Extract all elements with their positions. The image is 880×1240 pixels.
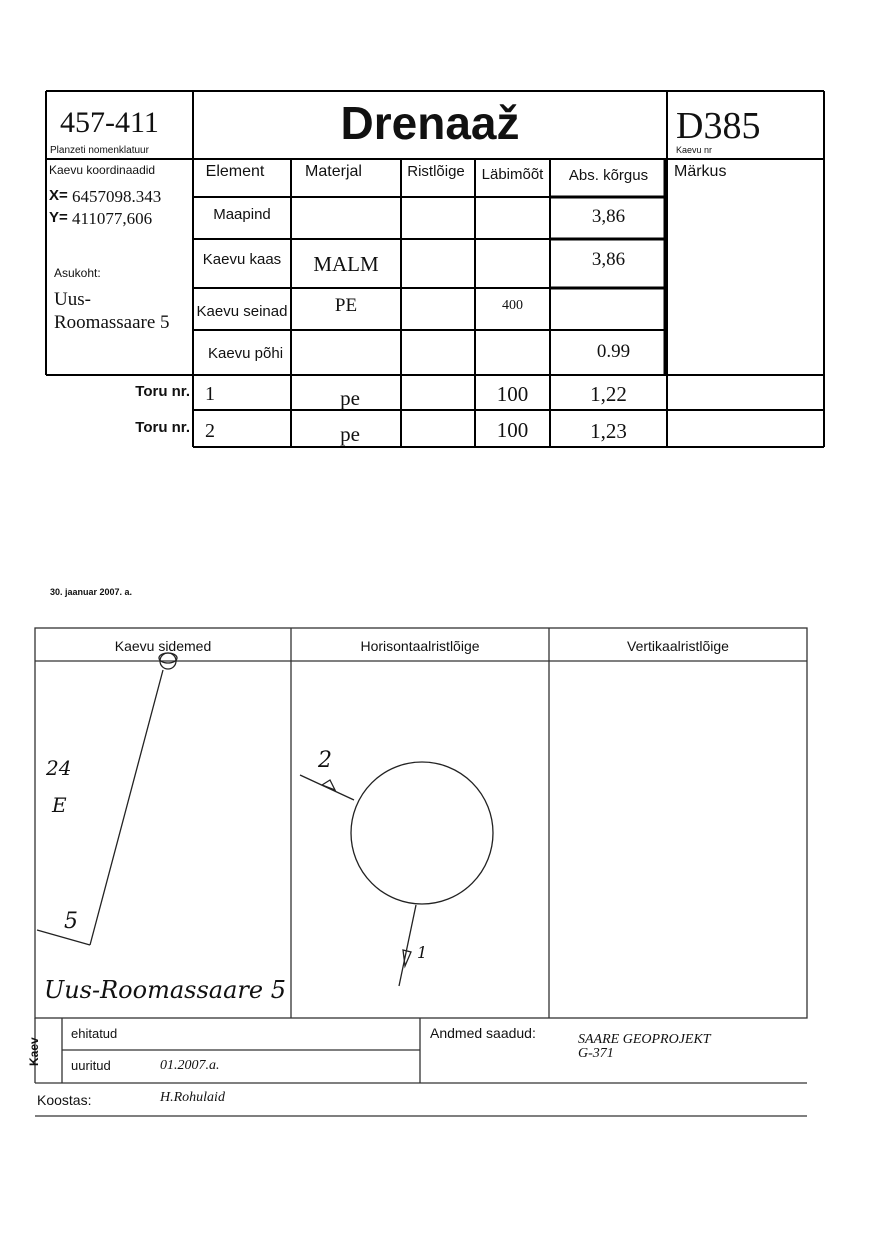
row-element: Kaevu põhi (207, 345, 284, 362)
sketch-col-links: Kaevu sidemed (114, 638, 212, 654)
header-element: Element (205, 163, 265, 180)
sketch-col-vertical: Vertikaalristlõige (627, 638, 729, 654)
x-label: X= (49, 187, 68, 204)
data-source-code: G-371 (578, 1046, 614, 1061)
row-element: Kaevu seinad (196, 303, 288, 320)
location-label: Asukoht: (54, 266, 101, 280)
document-date: 30. jaanuar 2007. a. (50, 587, 133, 597)
surveyed-label: uuritud (71, 1058, 111, 1073)
handwriting-2: 2 (318, 748, 332, 773)
row-height: 0.99 (596, 341, 631, 362)
kaev-label: Kaev (27, 1037, 41, 1066)
well-number-label: Kaevu nr (676, 145, 713, 155)
handwriting-5: 5 (64, 909, 78, 934)
header-diameter: Läbimõõt (481, 166, 544, 183)
row-height: 3,86 (591, 206, 626, 227)
sketch-col-horizontal: Horisontaalristlõige (360, 638, 480, 654)
pipe-height: 1,22 (590, 382, 627, 406)
author-label: Koostas: (37, 1092, 92, 1108)
row-element: Maapind (213, 206, 271, 223)
pipe-height: 1,23 (590, 419, 627, 443)
handwriting-24: 24 (46, 756, 72, 780)
pipe-number: 2 (205, 420, 215, 442)
well-number: D385 (676, 105, 761, 147)
y-value: 411077,606 (72, 209, 153, 228)
pipe-diameter: 100 (496, 382, 529, 406)
nomenclature-value: 457-411 (60, 106, 159, 139)
location-value-1: Uus- (54, 289, 91, 310)
coords-label: Kaevu koordinaadid (49, 163, 156, 177)
page-title: Drenaaž (340, 97, 520, 149)
pipe-label: Toru nr. (135, 419, 190, 436)
pipe-diameter: 100 (496, 418, 529, 442)
pipe-label: Toru nr. (135, 383, 190, 400)
data-source-value: SAARE GEOPROJEKT (578, 1032, 711, 1047)
row-diameter: 400 (502, 298, 523, 313)
header-material: Materjal (305, 163, 362, 180)
pipe-material: pe (340, 422, 360, 446)
handwriting-e: E (52, 793, 67, 817)
author-value: H.Rohulaid (160, 1090, 225, 1105)
built-label: ehitatud (71, 1026, 118, 1041)
header-cross-section: Ristlõige (407, 163, 465, 180)
row-material: MALM (313, 252, 379, 276)
y-label: Y= (49, 209, 68, 226)
header-abs-height: Abs. kõrgus (568, 167, 649, 184)
nomenclature-label: Planzeti nomenklatuur (50, 145, 149, 156)
surveyed-value: 01.2007.a. (160, 1058, 220, 1073)
row-material: PE (334, 295, 358, 316)
hand-sketch (0, 640, 880, 1020)
handwriting-1: 1 (417, 943, 428, 962)
pipe-number: 1 (205, 383, 215, 405)
handwriting-street: Uus-Roomassaare 5 (44, 976, 286, 1004)
data-source-label: Andmed saadud: (430, 1025, 536, 1041)
x-value: 6457098.343 (72, 187, 162, 206)
pipe-material: pe (340, 386, 360, 410)
header-remarks: Märkus (674, 163, 727, 180)
row-height: 3,86 (591, 249, 626, 270)
row-element: Kaevu kaas (202, 251, 282, 268)
location-value-2: Roomassaare 5 (54, 312, 170, 333)
